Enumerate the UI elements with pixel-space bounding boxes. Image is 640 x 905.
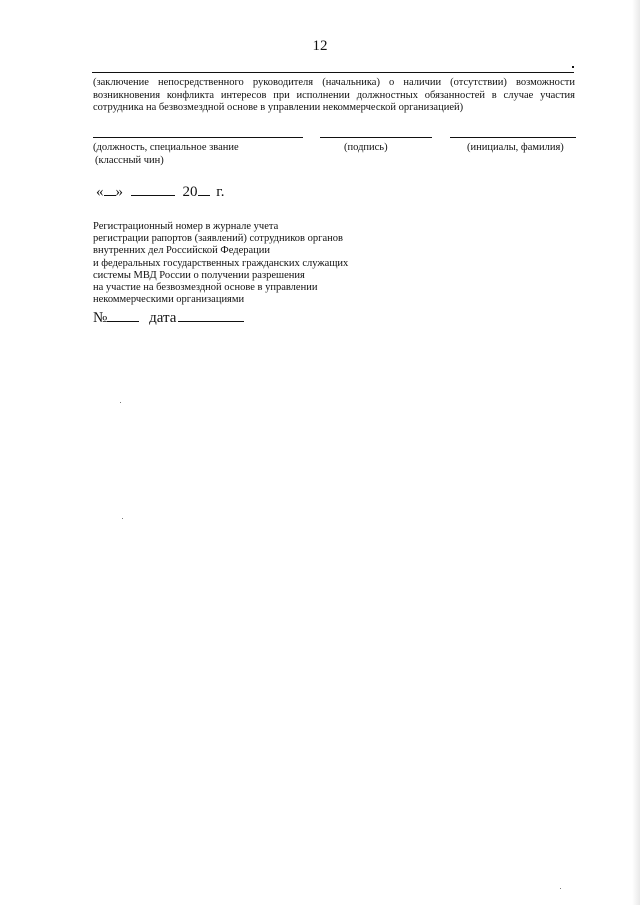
registration-line: регистрации рапортов (заявлений) сотрудников органов [93, 233, 343, 245]
initials-fill-line [450, 137, 576, 138]
scan-speck [122, 518, 123, 519]
date-field [96, 181, 224, 201]
signature-fill-line [320, 137, 432, 138]
registration-line: внутренних дел Российской Федерации [93, 245, 271, 257]
number-sign: № [93, 310, 108, 326]
registration-line: на участие на безвозмездной основе в управлении [93, 282, 318, 294]
year-prefix: 20 [182, 184, 198, 200]
registration-line: системы МВД России о получении разрешения [93, 269, 305, 281]
line-end-mark [572, 66, 574, 68]
close-quote: » [115, 184, 123, 200]
registration-line: некоммерческими организациями [93, 294, 245, 306]
conclusion-caption-line: (заключение непосредственного руководителя (начальника) о наличии (отсутствии) возможности [93, 77, 575, 88]
class-rank-caption: (классный чин) [95, 155, 164, 166]
registration-number-field [93, 307, 244, 327]
initials-caption: (инициалы, фамилия) [467, 142, 564, 153]
month-blank [131, 181, 175, 196]
page-number: 12 [312, 38, 328, 54]
open-quote: « [96, 184, 104, 200]
scan-edge-shadow [632, 0, 640, 905]
date-blank [178, 307, 244, 322]
year-blank [198, 181, 210, 196]
registration-caption [93, 221, 348, 306]
scan-speck [120, 402, 121, 403]
day-blank [104, 181, 116, 196]
date-label: дата [149, 310, 177, 326]
year-suffix: г. [216, 184, 225, 200]
registration-line: Регистрационный номер в журнале учета [93, 221, 279, 232]
position-fill-line [93, 137, 303, 138]
conclusion-fill-line [92, 72, 574, 73]
conclusion-caption-line: возникновения конфликта интересов при исполнении должностных обязанностей в случае участия [93, 89, 575, 101]
conclusion-caption-line: сотрудника на безвозмездной основе в управлении некоммерческой организацией) [93, 102, 464, 113]
conclusion-caption [93, 77, 575, 115]
number-blank [107, 307, 139, 322]
signature-caption: (подпись) [344, 142, 388, 153]
position-caption: (должность, специальное звание [93, 142, 239, 153]
registration-line: и федеральных государственных гражданских служащих [93, 257, 349, 269]
scan-speck [560, 888, 561, 889]
